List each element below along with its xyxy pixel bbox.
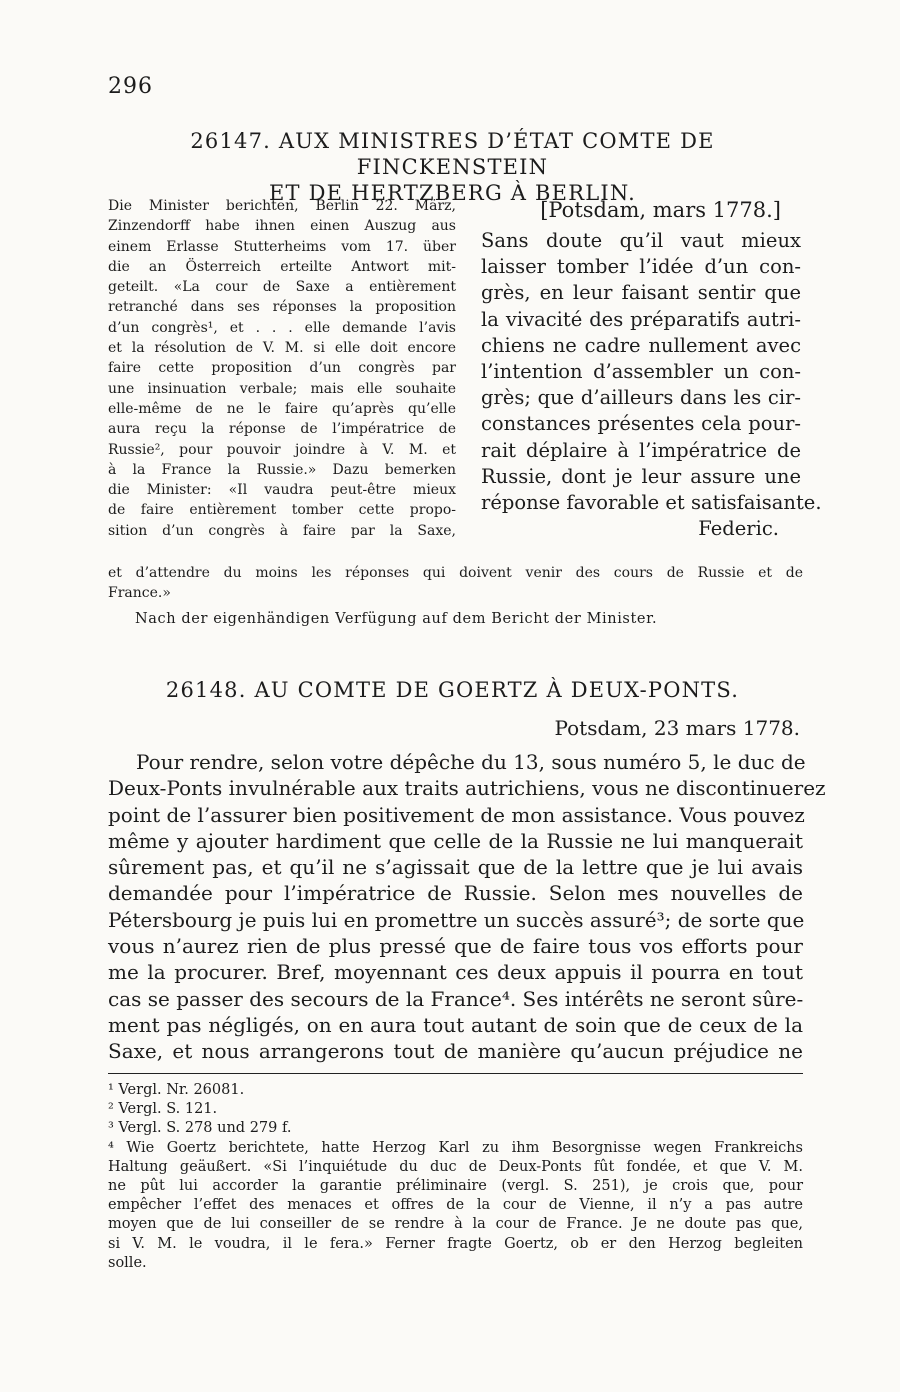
page-number: 296	[108, 74, 153, 99]
summary-line: aura reçu la réponse de l’impératrice de	[108, 421, 456, 438]
letter-line: laisser tomber l’idée d’un con-	[481, 255, 801, 279]
letter-line: point de l’assurer bien positivement de mon assistance. Vous pouvez	[108, 802, 805, 827]
footnote-3: ³ Vergl. S. 278 und 279 f.	[108, 1120, 292, 1137]
summary-line: die Minister: «Il vaudra peut-être mieux	[108, 482, 456, 499]
summary-line: une insinuation verbale; mais elle souhaite	[108, 380, 456, 397]
summary-line: geteilt. «La cour de Saxe a entièrement	[108, 279, 456, 296]
letter-line: grès, en leur faisant sentir que	[481, 281, 801, 305]
footnote-divider	[108, 1073, 803, 1074]
letter-line: l’intention d’assembler un con-	[481, 360, 801, 384]
footnotes	[108, 1081, 803, 1273]
king-reply-26147	[481, 194, 822, 542]
summary-continuation	[108, 563, 803, 604]
summary-line: France.»	[108, 585, 171, 602]
summary-line: de faire entièrement tomber cette propo-	[108, 502, 456, 519]
summary-line: die an Österreich erteilte Antwort mit-	[108, 258, 456, 275]
doc-26147-title-line-1: 26147. AUX MINISTRES D’ÉTAT COMTE DE FINCKENSTEIN	[190, 129, 715, 179]
letter-line: sûrement pas, et qu’il ne s’agissait que de la lettre que je lui avais	[108, 855, 803, 880]
letter-line: vous n’aurez rien de plus pressé que de faire tous vos efforts pour	[108, 934, 803, 959]
summary-line: Russie², pour pouvoir joindre à V. M. et	[108, 441, 456, 458]
footnote-4-line: solle.	[108, 1254, 147, 1271]
letter-line: Deux-Ponts invulnérable aux traits autrichiens, vous ne discontinuerez	[108, 776, 826, 801]
footnote-4-line: ne pût lui accorder la garantie préliminaire (vergl. S. 251), je crois que, pour	[108, 1178, 803, 1195]
letter-line: me la procurer. Bref, moyennant ces deux appuis il pourra en tout	[108, 960, 803, 985]
summary-line: retranché dans ses réponses la proposition	[108, 299, 456, 316]
place-date: Potsdam, 23 mars 1778.	[554, 716, 800, 740]
footnote-4-line: moyen que de lui conseiller de se rendre à la cour de France. Je ne doute pas que,	[108, 1216, 803, 1233]
summary-line: elle-même de ne le faire qu’après qu’elle	[108, 400, 456, 417]
source-note: Nach der eigenhändigen Verfügung auf dem Bericht der Minister.	[135, 611, 658, 627]
minister-report-summary	[108, 196, 456, 541]
doc-26148-title: 26148. AU COMTE DE GOERTZ À DEUX-PONTS.	[165, 678, 740, 702]
letter-line: même y ajouter hardiment que celle de la Russie ne lui manquerait	[108, 828, 803, 853]
footnote-1: ¹ Vergl. Nr. 26081.	[108, 1082, 245, 1098]
signature: Federic.	[698, 517, 779, 541]
summary-line: Zinzendorff habe ihnen einen Auszug aus	[108, 218, 456, 235]
letter-line: chiens ne cadre nullement avec	[481, 333, 801, 357]
place-date: [Potsdam, mars 1778.]	[540, 198, 781, 222]
letter-line: réponse favorable et satisfaisante.	[481, 491, 822, 515]
letter-line: la vivacité des préparatifs autri-	[481, 307, 801, 331]
letter-line: ment pas négligés, on en aura tout autant de soin que de ceux de la	[108, 1012, 803, 1037]
footnote-4-line: si V. M. le voudra, il le fera.» Ferner fragte Goertz, ob er den Herzog begleiten	[108, 1235, 803, 1252]
summary-line: à la France la Russie.» Dazu bemerken	[108, 461, 456, 478]
summary-line: einem Erlasse Stutterheims vom 17. über	[108, 238, 456, 255]
letter-line: grès; que d’ailleurs dans les cir-	[481, 386, 801, 410]
footnote-4-line: Haltung geäußert. «Si l’inquiétude du duc de Deux-Ponts fût fondée, et que V. M.	[108, 1158, 803, 1175]
letter-line: Sans doute qu’il vaut mieux	[481, 229, 801, 252]
summary-line: Die Minister berichten, Berlin 22. März,	[108, 198, 456, 214]
footnote-4-line: ⁴ Wie Goertz berichtete, hatte Herzog Karl zu ihm Besorgnisse wegen Frankreichs	[108, 1139, 803, 1156]
letter-line: cas se passer des secours de la France⁴. Ses intérêts ne seront sûre-	[108, 986, 804, 1011]
summary-line: d’un congrès¹, et . . . elle demande l’avis	[108, 319, 456, 336]
letter-line: Pétersbourg je puis lui en promettre un succès assuré³; de sorte que	[108, 907, 805, 932]
letter-line: constances présentes cela pour-	[481, 412, 801, 436]
letter-line: demandée pour l’impératrice de Russie. Selon mes nouvelles de	[108, 881, 803, 906]
letter-line: Russie, dont je leur assure une	[481, 464, 801, 488]
letter-line: Pour rendre, selon votre dépêche du 13, sous numéro 5, le duc de	[136, 750, 806, 774]
letter-body-26148	[108, 749, 826, 1065]
summary-line: et d’attendre du moins les réponses qui doivent venir des cours de Russie et de	[108, 565, 803, 581]
summary-line: sition d’un congrès à faire par la Saxe,	[108, 522, 456, 539]
letter-line: Saxe, et nous arrangerons tout de manière qu’aucun préjudice ne	[108, 1039, 803, 1064]
footnote-4-line: empêcher l’effet des menaces et offres de la cour de Vienne, il n’y a pas autre	[108, 1197, 803, 1214]
doc-26147-title-line-2: ET DE HERTZBERG À BERLIN.	[269, 181, 636, 205]
summary-line: et la résolution de V. M. si elle doit encore	[108, 340, 456, 357]
footnote-2: ² Vergl. S. 121.	[108, 1101, 218, 1118]
letter-line: rait déplaire à l’impératrice de	[481, 438, 801, 462]
summary-line: faire cette proposition d’un congrès par	[108, 360, 456, 377]
